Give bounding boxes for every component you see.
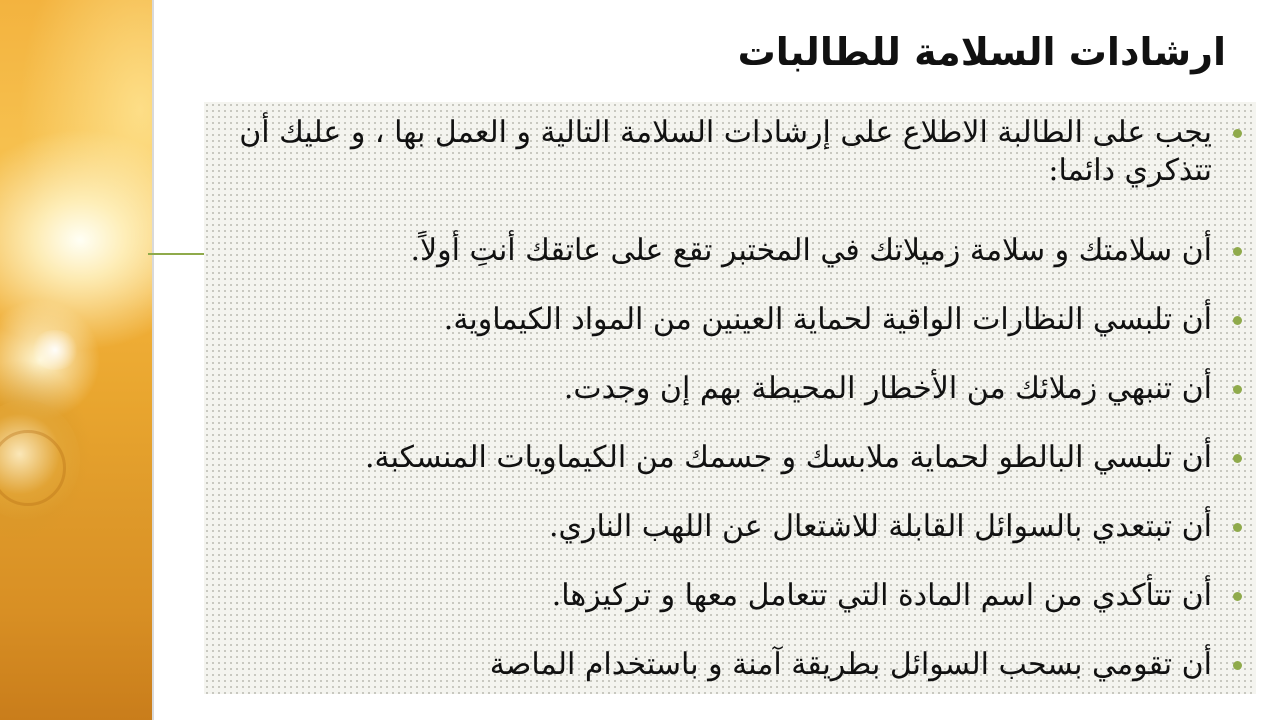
bullet-dot-icon [1233, 523, 1242, 532]
horizontal-accent-line [148, 253, 204, 255]
light-bulb-decorative-image [0, 0, 152, 720]
bullet-dot-icon [1233, 247, 1242, 256]
bullet-text: أن تبتعدي بالسوائل القابلة للاشتعال عن اللهب الناري. [549, 509, 1212, 544]
bullet-item [222, 232, 1212, 270]
bullet-item [222, 439, 1212, 477]
bullet-item [222, 370, 1212, 408]
bullet-item [222, 301, 1212, 339]
content-placeholder [204, 102, 1256, 694]
bullet-item [222, 114, 1212, 190]
bullet-item [222, 577, 1212, 615]
bullet-dot-icon [1233, 129, 1242, 138]
bullet-text: أن تقومي بسحب السوائل بطريقة آمنة و باستخدام الماصة [489, 647, 1212, 682]
bullet-dot-icon [1233, 385, 1242, 394]
light-flare [30, 330, 80, 370]
bullet-text: أن تلبسي النظارات الواقية لحماية العينين من المواد الكيماوية. [443, 302, 1212, 337]
bullet-dot-icon [1233, 661, 1242, 670]
bullet-dot-icon [1233, 454, 1242, 463]
bullet-dot-icon [1233, 592, 1242, 601]
bullet-text: يجب على الطالبة الاطلاع على إرشادات السلامة التالية و العمل بها ، و عليك أن تتذكري دائما: [239, 115, 1212, 188]
bullet-text: أن تلبسي البالطو لحماية ملابسك و جسمك من الكيماويات المنسكبة. [364, 440, 1212, 475]
bullet-text: أن تتأكدي من اسم المادة التي تتعامل معها و تركيزها. [551, 578, 1212, 613]
bullet-item [222, 508, 1212, 546]
vertical-divider [152, 0, 154, 720]
bullet-text: أن سلامتك و سلامة زميلاتك في المختبر تقع على عاتقك أنتِ أولاً. [410, 233, 1212, 268]
bullet-dot-icon [1233, 316, 1242, 325]
bullet-item [222, 646, 1212, 684]
bullet-text: أن تنبهي زملائك من الأخطار المحيطة بهم إن وجدت. [563, 371, 1212, 406]
slide-title: ارشادات السلامة للطالبات [737, 30, 1226, 74]
